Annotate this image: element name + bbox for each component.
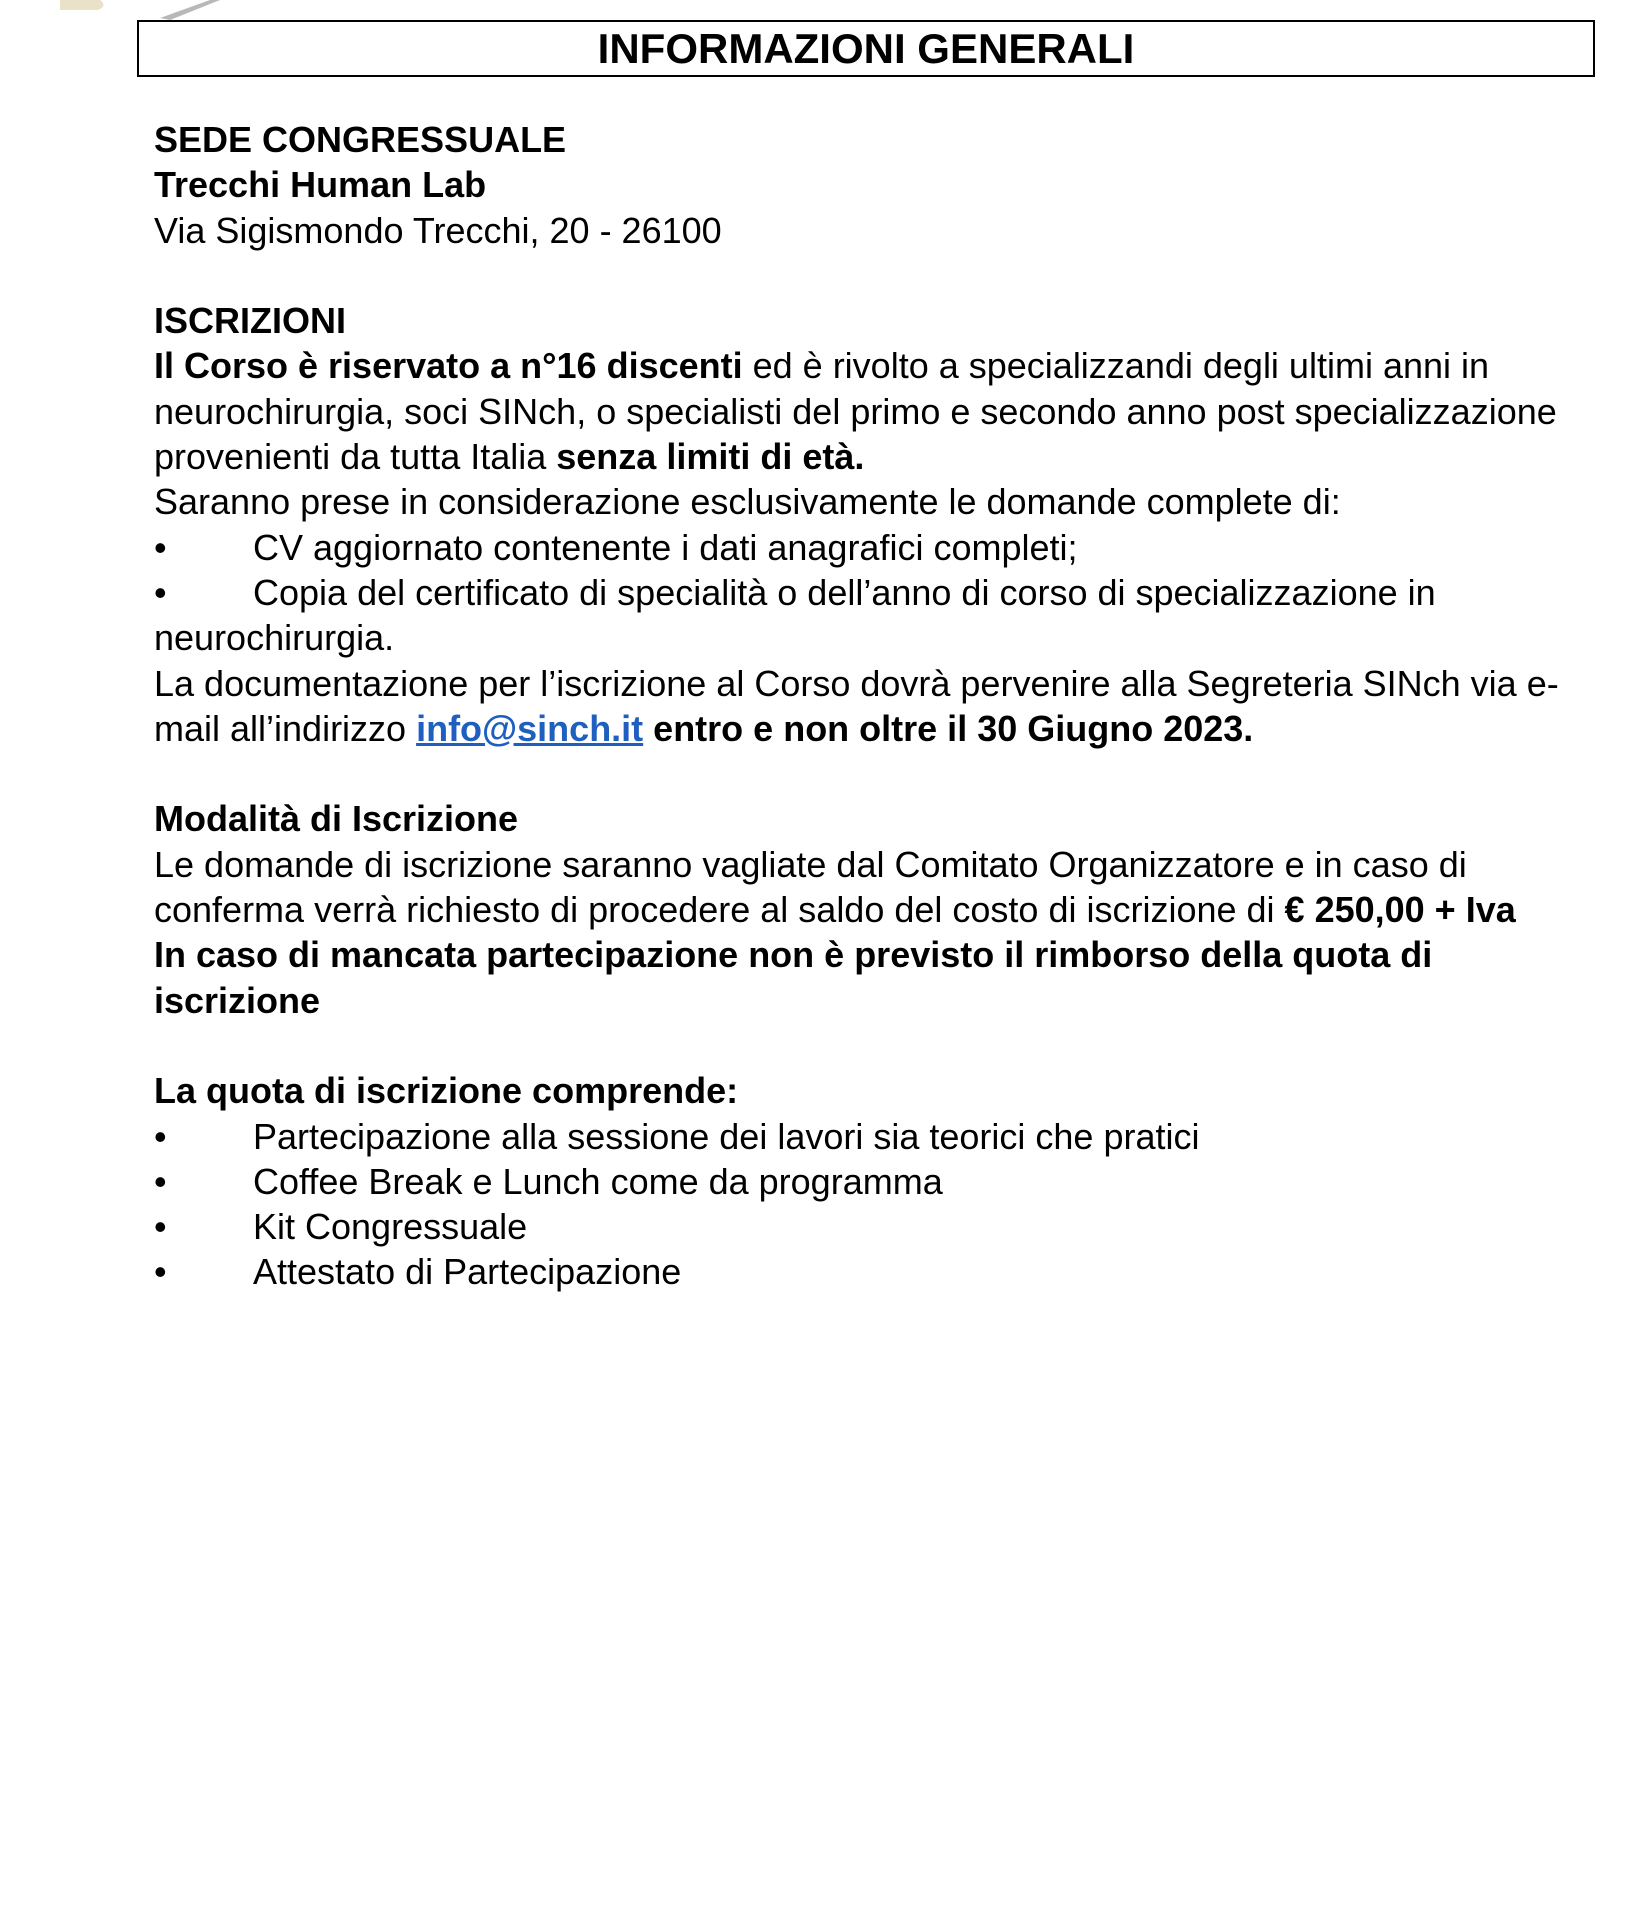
venue-section (154, 117, 1594, 253)
logo-fragment (60, 0, 220, 22)
registration-mode-heading: Modalità di Iscrizione (154, 798, 519, 840)
registration-intro-text: ed è rivolto a specializzandi degli ultimi anni in neurochirurgia, soci SINch, o specialisti del primo e secondo anno post specializzazione provenienti da tutta Italia (154, 345, 1557, 478)
bullet-icon: • (154, 526, 167, 568)
bullet-icon: • (154, 571, 167, 613)
requirement-item (154, 525, 1594, 570)
fee-item (154, 1159, 1594, 1204)
fee-includes-section (154, 1068, 1594, 1294)
fee-includes-heading: La quota di iscrizione comprende: (154, 1070, 739, 1112)
submission-note (154, 661, 1594, 752)
page-title: INFORMAZIONI GENERALI (137, 20, 1595, 77)
bullet-icon: • (154, 1115, 167, 1157)
registration-price: € 250,00 + Iva (1284, 889, 1516, 931)
requirement-text: Copia del certificato di specialità o dell’anno di corso di specializzazione in neurochirurgia. (154, 571, 1436, 659)
fee-item-text: Attestato di Partecipazione (253, 1251, 682, 1293)
requirements-intro: Saranno prese in considerazione esclusivamente le domande complete di: (154, 481, 1341, 523)
registration-intro-age: senza limiti di età. (556, 436, 865, 478)
fee-item (154, 1204, 1594, 1249)
fee-item-text: Partecipazione alla sessione dei lavori sia teorici che pratici (253, 1115, 1200, 1157)
venue-heading: SEDE CONGRESSUALE (154, 119, 567, 160)
requirement-item (154, 570, 1594, 661)
submission-text: La documentazione per l’iscrizione al Corso dovrà pervenire alla Segreteria SINch via e-mail all’indirizzo (154, 662, 1559, 749)
registration-heading: ISCRIZIONI (154, 300, 347, 342)
venue-address: Via Sigismondo Trecchi, 20 - 26100 (154, 209, 722, 251)
fee-item-text: Kit Congressuale (253, 1206, 528, 1248)
registration-intro (154, 343, 1594, 479)
registration-mode-body: Le domande di iscrizione saranno vagliate dal Comitato Organizzatore e in caso di conferma verrà richiesto di procedere al saldo del costo di iscrizione di (154, 843, 1467, 931)
email-link[interactable]: info@sinch.it (416, 707, 644, 749)
registration-mode-text (154, 842, 1594, 933)
bullet-icon: • (154, 1160, 167, 1202)
bullet-icon: • (154, 1206, 167, 1248)
fee-item-text: Coffee Break e Lunch come da programma (253, 1160, 943, 1202)
registration-mode-section (154, 796, 1594, 1022)
refund-note: In caso di mancata partecipazione non è previsto il rimborso della quota di iscrizione (154, 934, 1433, 1021)
venue-name: Trecchi Human Lab (154, 164, 487, 206)
fee-item (154, 1114, 1594, 1159)
submission-deadline: entro e non oltre il 30 Giugno 2023. (643, 707, 1254, 749)
registration-intro-bold: Il Corso è riservato a n°16 discenti (154, 345, 743, 387)
bullet-icon: • (154, 1251, 167, 1293)
registration-section (154, 298, 1594, 751)
document-body (154, 117, 1594, 1295)
fee-item (154, 1249, 1594, 1294)
requirement-text: CV aggiornato contenente i dati anagrafici completi; (253, 526, 1078, 568)
